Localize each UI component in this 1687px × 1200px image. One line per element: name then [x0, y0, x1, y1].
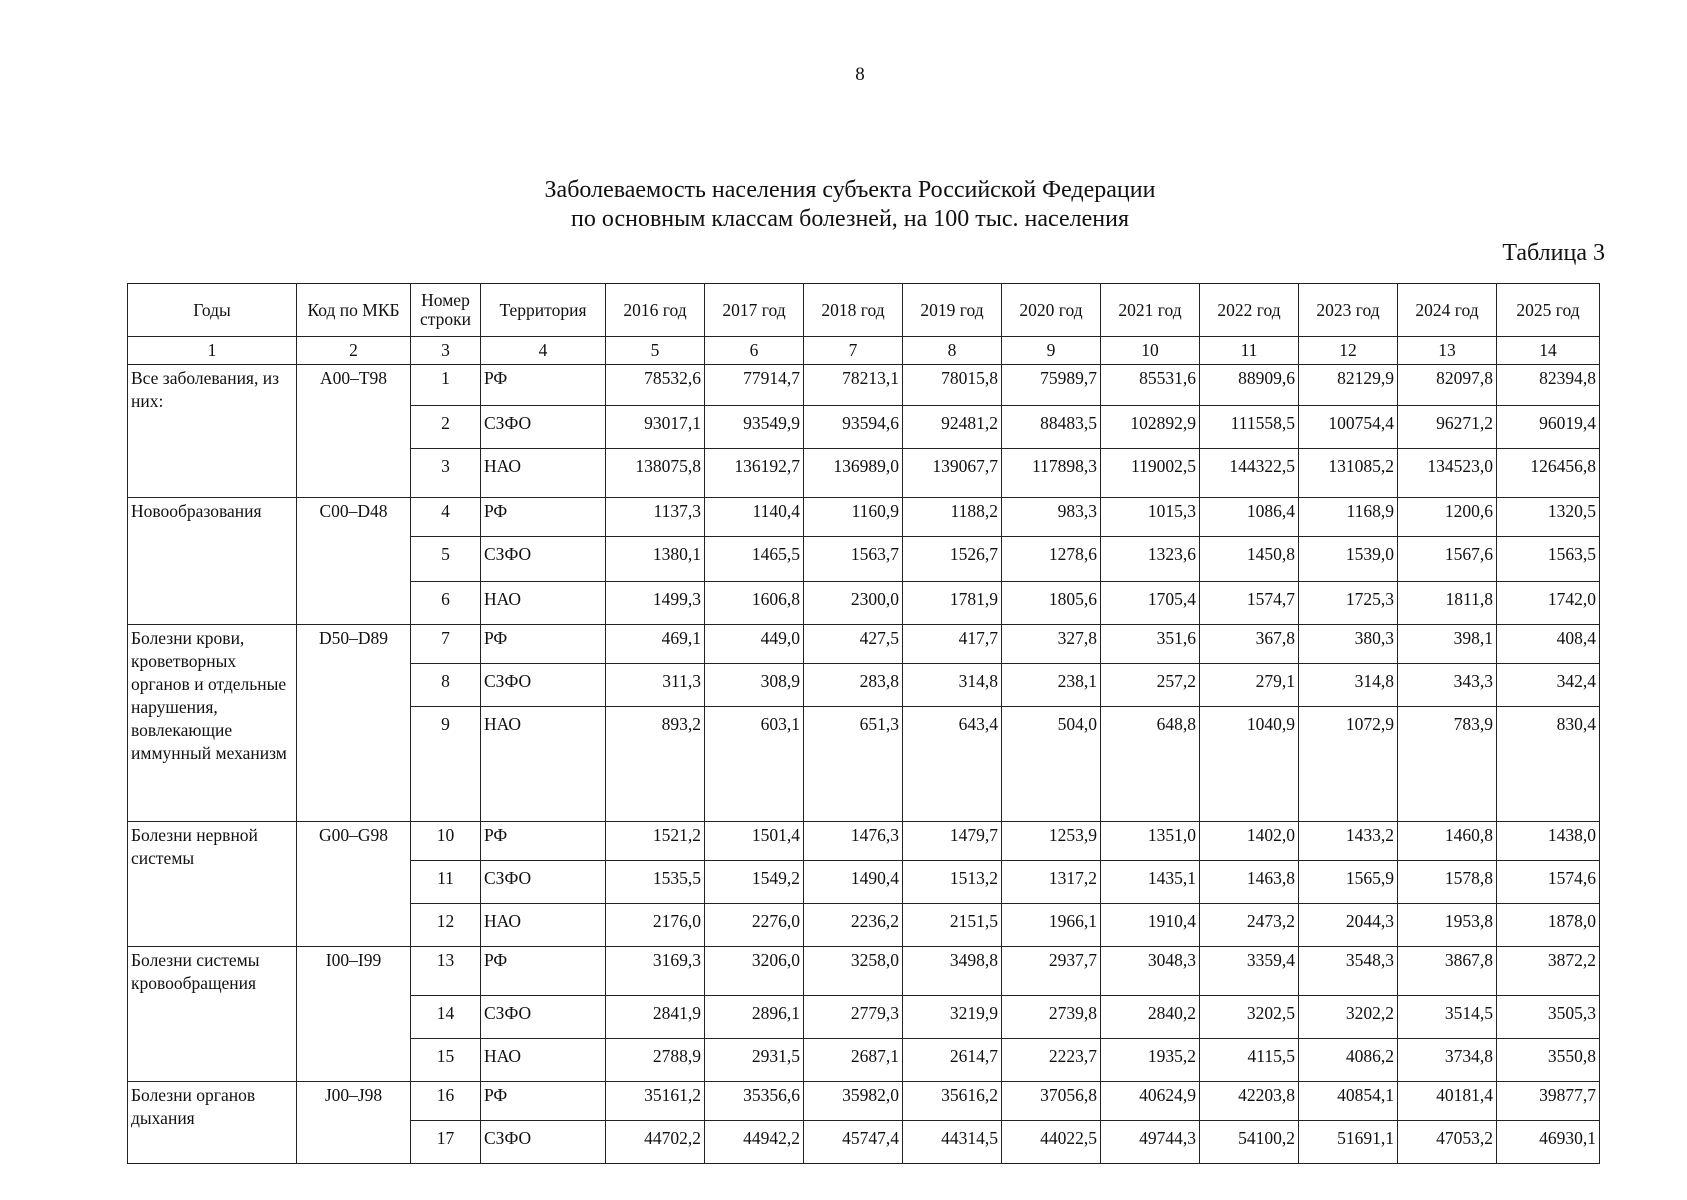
row-number-cell: 3	[411, 449, 481, 498]
value-cell: 44314,5	[903, 1121, 1002, 1164]
value-cell: 983,3	[1002, 498, 1101, 537]
value-cell: 2276,0	[705, 904, 804, 947]
value-cell: 1501,4	[705, 822, 804, 861]
value-cell: 1705,4	[1101, 582, 1200, 625]
page-number: 8	[855, 64, 865, 85]
value-cell: 1742,0	[1497, 582, 1600, 625]
column-number: 7	[804, 337, 903, 365]
value-cell: 2151,5	[903, 904, 1002, 947]
value-cell: 117898,3	[1002, 449, 1101, 498]
value-cell: 136192,7	[705, 449, 804, 498]
header-year: 2022 год	[1200, 284, 1299, 337]
value-cell: 3219,9	[903, 996, 1002, 1039]
value-cell: 78213,1	[804, 365, 903, 406]
column-number: 9	[1002, 337, 1101, 365]
territory-cell: СЗФО	[481, 861, 606, 904]
value-cell: 82097,8	[1398, 365, 1497, 406]
table-row	[128, 498, 1600, 537]
value-cell: 783,9	[1398, 707, 1497, 822]
value-cell: 643,4	[903, 707, 1002, 822]
disease-class-cell: Болезни органов дыхания	[128, 1082, 297, 1164]
header-row	[128, 284, 1600, 337]
title-line-2: по основным классам болезней, на 100 тыс. населения	[571, 206, 1129, 232]
value-cell: 1317,2	[1002, 861, 1101, 904]
value-cell: 1140,4	[705, 498, 804, 537]
value-cell: 3202,5	[1200, 996, 1299, 1039]
value-cell: 308,9	[705, 664, 804, 707]
row-number-cell: 15	[411, 1039, 481, 1082]
value-cell: 144322,5	[1200, 449, 1299, 498]
icd-code-cell: I00–I99	[297, 947, 411, 1082]
value-cell: 1463,8	[1200, 861, 1299, 904]
value-cell: 1435,1	[1101, 861, 1200, 904]
column-number: 2	[297, 337, 411, 365]
value-cell: 1549,2	[705, 861, 804, 904]
row-number-cell: 9	[411, 707, 481, 822]
column-number: 14	[1497, 337, 1600, 365]
value-cell: 1460,8	[1398, 822, 1497, 861]
value-cell: 40181,4	[1398, 1082, 1497, 1121]
value-cell: 1438,0	[1497, 822, 1600, 861]
value-cell: 51691,1	[1299, 1121, 1398, 1164]
header-year: 2025 год	[1497, 284, 1600, 337]
value-cell: 82129,9	[1299, 365, 1398, 406]
territory-cell: НАО	[481, 1039, 606, 1082]
value-cell: 2788,9	[606, 1039, 705, 1082]
territory-cell: РФ	[481, 625, 606, 664]
value-cell: 1323,6	[1101, 537, 1200, 582]
territory-cell: НАО	[481, 707, 606, 822]
value-cell: 88483,5	[1002, 406, 1101, 449]
value-cell: 46930,1	[1497, 1121, 1600, 1164]
value-cell: 1168,9	[1299, 498, 1398, 537]
value-cell: 1574,6	[1497, 861, 1600, 904]
header-year: 2024 год	[1398, 284, 1497, 337]
value-cell: 126456,8	[1497, 449, 1600, 498]
value-cell: 2176,0	[606, 904, 705, 947]
value-cell: 85531,6	[1101, 365, 1200, 406]
value-cell: 398,1	[1398, 625, 1497, 664]
value-cell: 3359,4	[1200, 947, 1299, 996]
value-cell: 138075,8	[606, 449, 705, 498]
value-cell: 1188,2	[903, 498, 1002, 537]
row-number-cell: 11	[411, 861, 481, 904]
value-cell: 3206,0	[705, 947, 804, 996]
value-cell: 78015,8	[903, 365, 1002, 406]
column-number: 6	[705, 337, 804, 365]
value-cell: 3734,8	[1398, 1039, 1497, 1082]
value-cell: 2937,7	[1002, 947, 1101, 996]
value-cell: 35356,6	[705, 1082, 804, 1121]
value-cell: 603,1	[705, 707, 804, 822]
value-cell: 1253,9	[1002, 822, 1101, 861]
disease-class-cell: Болезни крови, кроветворных органов и отдельные нарушения, вовлекающие иммунный механизм	[128, 625, 297, 822]
value-cell: 44022,5	[1002, 1121, 1101, 1164]
value-cell: 100754,4	[1299, 406, 1398, 449]
territory-cell: РФ	[481, 822, 606, 861]
row-number-cell: 7	[411, 625, 481, 664]
value-cell: 131085,2	[1299, 449, 1398, 498]
value-cell: 1137,3	[606, 498, 705, 537]
value-cell: 279,1	[1200, 664, 1299, 707]
value-cell: 96019,4	[1497, 406, 1600, 449]
row-number-cell: 6	[411, 582, 481, 625]
value-cell: 2044,3	[1299, 904, 1398, 947]
value-cell: 2614,7	[903, 1039, 1002, 1082]
header-year: 2019 год	[903, 284, 1002, 337]
value-cell: 2473,2	[1200, 904, 1299, 947]
value-cell: 139067,7	[903, 449, 1002, 498]
value-cell: 314,8	[903, 664, 1002, 707]
territory-cell: РФ	[481, 365, 606, 406]
value-cell: 93594,6	[804, 406, 903, 449]
value-cell: 102892,9	[1101, 406, 1200, 449]
icd-code-cell: A00–T98	[297, 365, 411, 498]
value-cell: 1606,8	[705, 582, 804, 625]
value-cell: 136989,0	[804, 449, 903, 498]
value-cell: 3548,3	[1299, 947, 1398, 996]
value-cell: 1910,4	[1101, 904, 1200, 947]
value-cell: 82394,8	[1497, 365, 1600, 406]
header-row-number-line2: строки	[420, 309, 471, 329]
value-cell: 1805,6	[1002, 582, 1101, 625]
row-number-cell: 8	[411, 664, 481, 707]
column-number: 12	[1299, 337, 1398, 365]
value-cell: 1072,9	[1299, 707, 1398, 822]
row-number-cell: 16	[411, 1082, 481, 1121]
value-cell: 1966,1	[1002, 904, 1101, 947]
value-cell: 1563,5	[1497, 537, 1600, 582]
column-number: 1	[128, 337, 297, 365]
value-cell: 380,3	[1299, 625, 1398, 664]
value-cell: 1565,9	[1299, 861, 1398, 904]
value-cell: 3258,0	[804, 947, 903, 996]
row-number-cell: 13	[411, 947, 481, 996]
value-cell: 1200,6	[1398, 498, 1497, 537]
column-number: 13	[1398, 337, 1497, 365]
value-cell: 78532,6	[606, 365, 705, 406]
value-cell: 651,3	[804, 707, 903, 822]
value-cell: 417,7	[903, 625, 1002, 664]
value-cell: 1278,6	[1002, 537, 1101, 582]
value-cell: 1086,4	[1200, 498, 1299, 537]
row-number-cell: 14	[411, 996, 481, 1039]
header-year: 2023 год	[1299, 284, 1398, 337]
value-cell: 96271,2	[1398, 406, 1497, 449]
value-cell: 1935,2	[1101, 1039, 1200, 1082]
value-cell: 830,4	[1497, 707, 1600, 822]
header-territory: Территория	[481, 284, 606, 337]
value-cell: 3514,5	[1398, 996, 1497, 1039]
value-cell: 1015,3	[1101, 498, 1200, 537]
row-number-cell: 1	[411, 365, 481, 406]
title-line-1: Заболеваемость населения субъекта Российской Федерации	[544, 177, 1156, 203]
row-number-cell: 4	[411, 498, 481, 537]
column-number: 4	[481, 337, 606, 365]
value-cell: 1781,9	[903, 582, 1002, 625]
value-cell: 119002,5	[1101, 449, 1200, 498]
value-cell: 3202,2	[1299, 996, 1398, 1039]
territory-cell: РФ	[481, 1082, 606, 1121]
value-cell: 449,0	[705, 625, 804, 664]
value-cell: 1351,0	[1101, 822, 1200, 861]
value-cell: 1433,2	[1299, 822, 1398, 861]
value-cell: 3048,3	[1101, 947, 1200, 996]
column-number: 11	[1200, 337, 1299, 365]
territory-cell: НАО	[481, 449, 606, 498]
row-number-cell: 10	[411, 822, 481, 861]
territory-cell: СЗФО	[481, 1121, 606, 1164]
value-cell: 44702,2	[606, 1121, 705, 1164]
value-cell: 42203,8	[1200, 1082, 1299, 1121]
table-row	[128, 365, 1600, 406]
header-year: 2020 год	[1002, 284, 1101, 337]
value-cell: 77914,7	[705, 365, 804, 406]
value-cell: 3498,8	[903, 947, 1002, 996]
value-cell: 3867,8	[1398, 947, 1497, 996]
value-cell: 39877,7	[1497, 1082, 1600, 1121]
value-cell: 1465,5	[705, 537, 804, 582]
value-cell: 2779,3	[804, 996, 903, 1039]
disease-class-cell: Все заболевания, из них:	[128, 365, 297, 498]
value-cell: 37056,8	[1002, 1082, 1101, 1121]
header-row-number-line1: Номер	[421, 290, 470, 310]
value-cell: 311,3	[606, 664, 705, 707]
value-cell: 1450,8	[1200, 537, 1299, 582]
value-cell: 1563,7	[804, 537, 903, 582]
value-cell: 2840,2	[1101, 996, 1200, 1039]
territory-cell: СЗФО	[481, 537, 606, 582]
value-cell: 1526,7	[903, 537, 1002, 582]
value-cell: 2739,8	[1002, 996, 1101, 1039]
value-cell: 2300,0	[804, 582, 903, 625]
value-cell: 35982,0	[804, 1082, 903, 1121]
value-cell: 3550,8	[1497, 1039, 1600, 1082]
value-cell: 1953,8	[1398, 904, 1497, 947]
value-cell: 238,1	[1002, 664, 1101, 707]
column-number: 5	[606, 337, 705, 365]
territory-cell: НАО	[481, 582, 606, 625]
value-cell: 88909,6	[1200, 365, 1299, 406]
column-number: 8	[903, 337, 1002, 365]
header-years: Годы	[128, 284, 297, 337]
territory-cell: СЗФО	[481, 996, 606, 1039]
value-cell: 40854,1	[1299, 1082, 1398, 1121]
value-cell: 327,8	[1002, 625, 1101, 664]
disease-class-cell: Новообразования	[128, 498, 297, 625]
value-cell: 40624,9	[1101, 1082, 1200, 1121]
value-cell: 1380,1	[606, 537, 705, 582]
value-cell: 35161,2	[606, 1082, 705, 1121]
value-cell: 93017,1	[606, 406, 705, 449]
icd-code-cell: J00–J98	[297, 1082, 411, 1164]
column-number-row	[128, 337, 1600, 365]
value-cell: 1521,2	[606, 822, 705, 861]
value-cell: 1479,7	[903, 822, 1002, 861]
row-number-cell: 2	[411, 406, 481, 449]
value-cell: 111558,5	[1200, 406, 1299, 449]
header-icd-code: Код по МКБ	[297, 284, 411, 337]
icd-code-cell: C00–D48	[297, 498, 411, 625]
disease-class-cell: Болезни системы кровообращения	[128, 947, 297, 1082]
value-cell: 45747,4	[804, 1121, 903, 1164]
icd-code-cell: D50–D89	[297, 625, 411, 822]
column-number: 10	[1101, 337, 1200, 365]
value-cell: 1725,3	[1299, 582, 1398, 625]
table-row	[128, 822, 1600, 861]
table-label: Таблица 3	[1502, 240, 1605, 266]
value-cell: 3169,3	[606, 947, 705, 996]
territory-cell: НАО	[481, 904, 606, 947]
morbidity-table	[127, 283, 1600, 1164]
header-year: 2018 год	[804, 284, 903, 337]
row-number-cell: 12	[411, 904, 481, 947]
value-cell: 134523,0	[1398, 449, 1497, 498]
value-cell: 314,8	[1299, 664, 1398, 707]
value-cell: 54100,2	[1200, 1121, 1299, 1164]
value-cell: 1878,0	[1497, 904, 1600, 947]
value-cell: 648,8	[1101, 707, 1200, 822]
value-cell: 2896,1	[705, 996, 804, 1039]
value-cell: 2223,7	[1002, 1039, 1101, 1082]
header-year: 2021 год	[1101, 284, 1200, 337]
value-cell: 1578,8	[1398, 861, 1497, 904]
value-cell: 1567,6	[1398, 537, 1497, 582]
table-body	[128, 365, 1600, 1164]
document-title	[300, 176, 1400, 234]
value-cell: 1513,2	[903, 861, 1002, 904]
value-cell: 2841,9	[606, 996, 705, 1039]
row-number-cell: 5	[411, 537, 481, 582]
value-cell: 3505,3	[1497, 996, 1600, 1039]
value-cell: 1539,0	[1299, 537, 1398, 582]
column-number: 3	[411, 337, 481, 365]
value-cell: 2931,5	[705, 1039, 804, 1082]
header-row-number	[411, 284, 481, 337]
value-cell: 283,8	[804, 664, 903, 707]
value-cell: 1476,3	[804, 822, 903, 861]
value-cell: 1402,0	[1200, 822, 1299, 861]
value-cell: 35616,2	[903, 1082, 1002, 1121]
value-cell: 75989,7	[1002, 365, 1101, 406]
value-cell: 427,5	[804, 625, 903, 664]
value-cell: 257,2	[1101, 664, 1200, 707]
value-cell: 47053,2	[1398, 1121, 1497, 1164]
icd-code-cell: G00–G98	[297, 822, 411, 947]
value-cell: 893,2	[606, 707, 705, 822]
table-row	[128, 625, 1600, 664]
value-cell: 49744,3	[1101, 1121, 1200, 1164]
header-year: 2016 год	[606, 284, 705, 337]
value-cell: 1160,9	[804, 498, 903, 537]
value-cell: 1535,5	[606, 861, 705, 904]
row-number-cell: 17	[411, 1121, 481, 1164]
value-cell: 93549,9	[705, 406, 804, 449]
value-cell: 4086,2	[1299, 1039, 1398, 1082]
territory-cell: СЗФО	[481, 664, 606, 707]
value-cell: 342,4	[1497, 664, 1600, 707]
disease-class-cell: Болезни нервной системы	[128, 822, 297, 947]
value-cell: 2687,1	[804, 1039, 903, 1082]
value-cell: 469,1	[606, 625, 705, 664]
header-year: 2017 год	[705, 284, 804, 337]
value-cell: 4115,5	[1200, 1039, 1299, 1082]
value-cell: 1811,8	[1398, 582, 1497, 625]
value-cell: 1490,4	[804, 861, 903, 904]
value-cell: 1040,9	[1200, 707, 1299, 822]
value-cell: 1574,7	[1200, 582, 1299, 625]
value-cell: 1499,3	[606, 582, 705, 625]
value-cell: 44942,2	[705, 1121, 804, 1164]
value-cell: 343,3	[1398, 664, 1497, 707]
territory-cell: СЗФО	[481, 406, 606, 449]
value-cell: 408,4	[1497, 625, 1600, 664]
value-cell: 351,6	[1101, 625, 1200, 664]
value-cell: 3872,2	[1497, 947, 1600, 996]
table-row	[128, 1082, 1600, 1121]
table-row	[128, 947, 1600, 996]
value-cell: 2236,2	[804, 904, 903, 947]
territory-cell: РФ	[481, 498, 606, 537]
value-cell: 92481,2	[903, 406, 1002, 449]
value-cell: 1320,5	[1497, 498, 1600, 537]
territory-cell: РФ	[481, 947, 606, 996]
value-cell: 504,0	[1002, 707, 1101, 822]
value-cell: 367,8	[1200, 625, 1299, 664]
